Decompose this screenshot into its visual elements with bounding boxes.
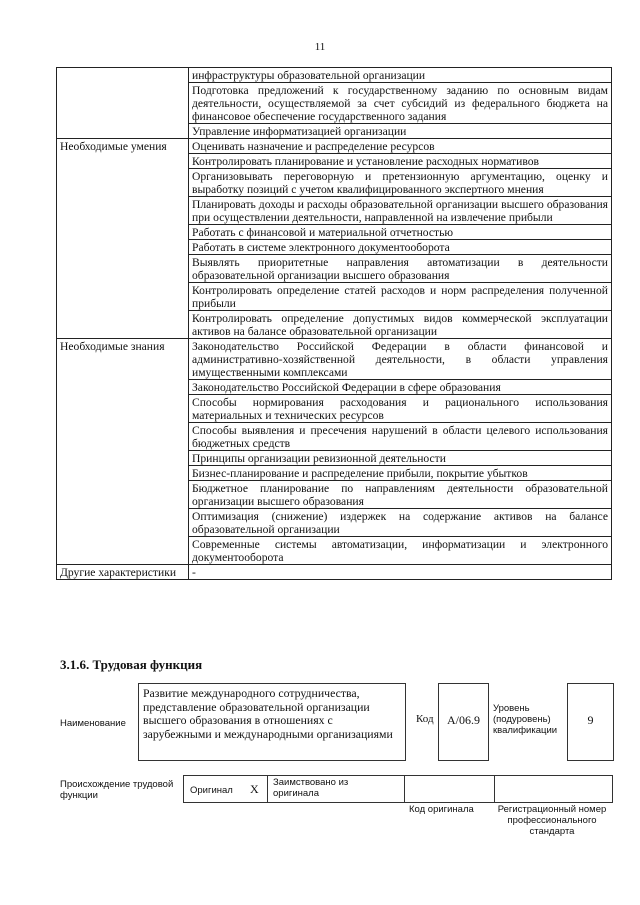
original-mark: X: [250, 782, 259, 796]
name-value-box: [138, 683, 406, 761]
page-number: 11: [314, 41, 326, 53]
row-item: Бюджетное планирование по направлениям деятельности образовательной организации высшего образования: [189, 481, 612, 509]
row-item: Планировать доходы и расходы образовательной организации высшего образования при осуществлении деятельности, направленной на извлечение прибыли: [189, 197, 612, 225]
original-label: Оригинал: [190, 785, 233, 796]
reg-number-label: Регистрационный номер профессионального стандарта: [497, 804, 607, 837]
row-item: Оптимизация (снижение) издержек на содержание активов на балансе образовательной организации: [189, 509, 612, 537]
table-row: [57, 139, 612, 154]
row-item: Бизнес-планирование и распределение прибыли, покрытие убытков: [189, 466, 612, 481]
origin-row: [183, 775, 613, 803]
row-item: Работать в системе электронного документооборота: [189, 240, 612, 255]
origin-divider-2: [404, 776, 405, 802]
name-label: Наименование: [60, 718, 126, 729]
row-item: Оценивать назначение и распределение ресурсов: [189, 139, 612, 154]
row-item: Работать с финансовой и материальной отчетностью: [189, 225, 612, 240]
code-label: Код: [416, 713, 434, 725]
section-title: 3.1.6. Трудовая функция: [60, 657, 203, 672]
row-label: Другие характеристики: [57, 565, 189, 580]
row-item: Контролировать планирование и установление расходных нормативов: [189, 154, 612, 169]
row-item: Контролировать определение допустимых видов коммерческой эксплуатации активов на балансе образовательной организации: [189, 311, 612, 339]
skills-knowledge-table: [56, 67, 612, 580]
row-item: Принципы организации ревизионной деятельности: [189, 451, 612, 466]
row-item: Законодательство Российской Федерации в сфере образования: [189, 380, 612, 395]
row-item: Выявлять приоритетные направления автоматизации в деятельности образовательной организации высшего образования: [189, 255, 612, 283]
level-value-box: [567, 683, 614, 761]
code-value: A/06.9: [447, 713, 480, 727]
row-item: Организовывать переговорную и претензионную аргументацию, оценку и выработку позиций с учетом квалифицированного экспертного мнения: [189, 169, 612, 197]
level-value: 9: [587, 713, 594, 727]
row-item: Законодательство Российской Федерации в области финансовой и административно-хозяйственной деятельности, в области управления имущественными комплексами: [189, 339, 612, 380]
code-value-box: [438, 683, 489, 761]
name-value: Развитие международного сотрудничества, представление образовательной организации высшего образования в отношениях с зарубежными и международными организациями: [143, 686, 393, 741]
origin-label: Происхождение трудовой функции: [60, 779, 174, 801]
row-item: -: [189, 565, 612, 580]
row-item: Управление информатизацией организации: [189, 124, 612, 139]
table-row: [57, 68, 612, 83]
table-row: [57, 565, 612, 580]
row-item: инфраструктуры образовательной организации: [189, 68, 612, 83]
origin-divider-3: [494, 776, 495, 802]
row-item: Способы нормирования расходования и рационального использования материальных и технических ресурсов: [189, 395, 612, 423]
origin-divider-1: [267, 776, 268, 802]
row-item: Современные системы автоматизации, информатизации и электронного документооборота: [189, 537, 612, 565]
row-label: Необходимые умения: [57, 139, 189, 339]
code-original-label: Код оригинала: [409, 804, 474, 815]
row-label: Необходимые знания: [57, 339, 189, 565]
row-item: Способы выявления и пресечения нарушений в области целевого использования бюджетных средств: [189, 423, 612, 451]
row-label: [57, 68, 189, 139]
row-item: Подготовка предложений к государственному заданию по основным видам деятельности, осуществляемой за счет субсидий из федерального бюджета на финансовое обеспечение государственного задания: [189, 83, 612, 124]
row-item: Контролировать определение статей расходов и норм распределения полученной прибыли: [189, 283, 612, 311]
borrowed-label: Заимствовано из оригинала: [273, 777, 349, 799]
level-label: Уровень (подуровень) квалификации: [493, 703, 558, 736]
table-row: [57, 339, 612, 380]
